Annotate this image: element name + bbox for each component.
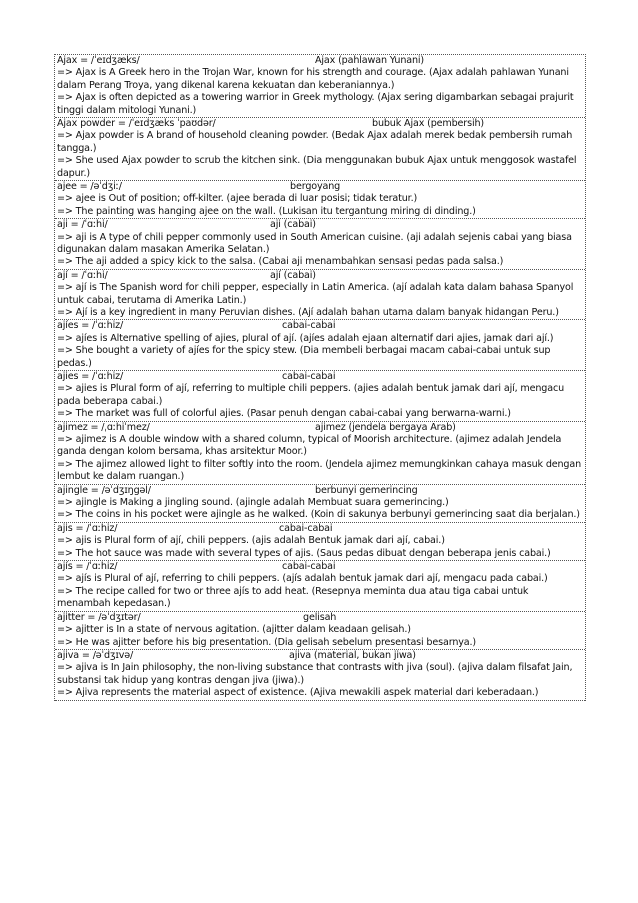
entry-head [57,270,584,282]
entry-term-pronunciation: Ajax powder = /ˈeɪdʒæks ˈpaʊdər/ [57,118,216,130]
entry-head [57,118,584,130]
entry-head [57,561,584,573]
entry-term-pronunciation: ajee = /əˈdʒiː/ [57,181,122,193]
entry-term-pronunciation: ajies = /ˈɑːhiz/ [57,371,124,383]
entry-example-line: => Ají is a key ingredient in many Peruvian dishes. (Ají adalah bahan utama dalam banyak hidangan Peru.) [57,307,559,319]
dictionary-entry [55,55,585,118]
dictionary-entry [55,118,585,181]
entry-head [57,320,584,332]
entry-translation: Ajax (pahlawan Yunani) [315,55,425,66]
entry-example-line: => ají is The Spanish word for chili pepper, especially in Latin America. (ají adalah kata dalam bahasa Spanyol untuk cabai, terutama di Amerika Latin.) [57,282,574,306]
entry-example-line: => aji is A type of chili pepper commonly used in South American cuisine. (aji adalah sejenis cabai yang biasa digunakan dalam masakan Amerika Selatan.) [57,231,572,256]
entry-example-line: => ajitter is In a state of nervous agitation. (ajitter dalam keadaan gelisah.) [57,624,411,636]
dictionary-entry [55,523,585,561]
entry-example-line: => She used Ajax powder to scrub the kitchen sink. (Dia menggunakan bubuk Ajax untuk menggosok wastafel dapur.) [57,155,577,179]
entry-term-pronunciation: Ajax = /ˈeɪdʒæks/ [57,55,140,66]
entry-translation: ajimez (jendela bergaya Arab) [315,421,456,433]
entry-example-line: => The coins in his pocket were ajingle as he walked. (Koin di sakunya berbunyi gemerincing saat dia berjalan.) [57,509,580,521]
entry-example-line: => ajiva is In Jain philosophy, the non-living substance that contrasts with jiva (soul). (ajiva dalam filsafat Jain, substansi tak hidup yang kontras dengan jiva (jiwa).) [57,662,573,686]
entry-head [57,485,584,497]
entry-translation: ají (cabai) [270,269,316,281]
entry-example-line: => The painting was hanging ajee on the wall. (Lukisan itu tergantung miring di dinding.) [57,205,476,217]
entry-translation: bubuk Ajax (pembersih) [372,118,484,130]
entry-term-pronunciation: ajingle = /əˈdʒɪŋgəl/ [57,484,151,496]
entry-example-line: => ajís is Plural of ají, referring to chili peppers. (ajís adalah bentuk jamak dari ají, mengacu pada cabai.) [57,573,548,585]
dictionary-entry [55,485,585,523]
entry-head [57,422,584,434]
entry-head [57,55,584,67]
entry-example-line: => She bought a variety of ajíes for the spicy stew. (Dia membeli berbagai macam cabai-cabai untuk sup pedas.) [57,345,551,369]
entry-term-pronunciation: ajitter = /əˈdʒɪtər/ [57,611,141,623]
entry-example-line: => ajis is Plural form of ají, chili peppers. (ajis adalah Bentuk jamak dari ají, cabai.) [57,535,445,547]
dictionary-entry [55,181,585,219]
entry-translation: cabai-cabai [279,522,333,534]
entry-example-line: => He was ajitter before his big presentation. (Dia gelisah sebelum presentasi besarnya.) [57,636,477,648]
entry-example-line: => ajies is Plural form of ají, referring to multiple chili peppers. (ajies adalah bentuk jamak dari ají, mengacu pada beberapa cabai.) [57,383,564,407]
entry-translation: aji (cabai) [270,219,316,231]
entry-example-line: => The ajimez allowed light to filter softly into the room. (Jendela ajimez memungkinkan cahaya masuk dengan lembut ke dalam ruangan.) [57,458,582,483]
dictionary-entry [55,219,585,270]
dictionary-page [54,54,586,701]
entry-example-line: => Ajax is A Greek hero in the Trojan War, known for his strength and courage. (Ajax adalah pahlawan Yunani dalam Perang Troya, yang dikenal karena kekuatan dan keberaniannya.) [57,67,569,91]
entry-translation: cabai-cabai [282,561,336,573]
entry-translation: bergoyang [290,181,341,193]
entry-example-line: => Ajiva represents the material aspect of existence. (Ajiva mewakili aspek material dari keberadaan.) [57,687,539,699]
entry-term-pronunciation: aji = /ˈɑːhi/ [57,219,108,231]
entry-translation: cabai-cabai [282,371,336,383]
entry-example-line: => The aji added a spicy kick to the salsa. (Cabai aji menambahkan sensasi pedas pada salsa.) [57,256,504,268]
entry-head [57,650,584,662]
entry-translation: cabai-cabai [282,320,336,332]
entry-term-pronunciation: ajis = /ˈɑːhiz/ [57,522,118,534]
entry-translation: gelisah [303,611,337,623]
entry-example-line: => The hot sauce was made with several types of ajis. (Saus pedas dibuat dengan beberapa jenis cabai.) [57,547,551,559]
entry-example-line: => ajimez is A double window with a shared column, typical of Moorish architecture. (ajimez adalah Jendela ganda dengan kolom bersama, khas arsitektur Moor.) [57,434,562,458]
entry-head [57,523,584,535]
dictionary-entry [55,561,585,612]
entry-head [57,612,584,624]
entry-example-line: => ajíes is Alternative spelling of ajies, plural of ají. (ajíes adalah ejaan alternatif dari ajies, jamak dari ají.) [57,332,554,344]
entry-translation: ajiva (material, bukan jiwa) [289,649,416,661]
entry-term-pronunciation: ajís = /ˈɑːhiz/ [57,561,118,573]
entry-term-pronunciation: ajíes = /ˈɑːhiz/ [57,320,124,332]
entry-example-line: => ajee is Out of position; off-kilter. (ajee berada di luar posisi; tidak teratur.) [57,193,418,205]
entry-head [57,371,584,383]
entry-term-pronunciation: ajimez = /ˌɑːhiˈmez/ [57,421,150,433]
entry-example-line: => The market was full of colorful ajies. (Pasar penuh dengan cabai-cabai yang berwarna-warni.) [57,408,511,420]
entry-term-pronunciation: ajiva = /əˈdʒɪvə/ [57,649,134,661]
dictionary-entry [55,270,585,321]
entry-example-line: => Ajax powder is A brand of household cleaning powder. (Bedak Ajax adalah merek bedak pembersih rumah tangga.) [57,130,573,154]
dictionary-entry [55,371,585,422]
entry-example-line: => Ajax is often depicted as a towering warrior in Greek mythology. (Ajax sering digambarkan sebagai prajurit tinggi dalam mitologi Yunani.) [57,92,574,116]
entry-term-pronunciation: ají = /ˈɑːhi/ [57,269,108,281]
entry-example-line: => The recipe called for two or three ajís to add heat. (Resepnya meminta dua atau tiga cabai untuk menambah kepedasan.) [57,585,529,610]
entry-example-line: => ajingle is Making a jingling sound. (ajingle adalah Membuat suara gemerincing.) [57,497,449,509]
dictionary-entry [55,612,585,650]
entry-head [57,181,584,193]
dictionary-entry [55,320,585,371]
dictionary-entry [55,650,585,701]
entry-head [57,219,584,231]
dictionary-entry [55,422,585,485]
entry-translation: berbunyi gemerincing [315,484,418,496]
